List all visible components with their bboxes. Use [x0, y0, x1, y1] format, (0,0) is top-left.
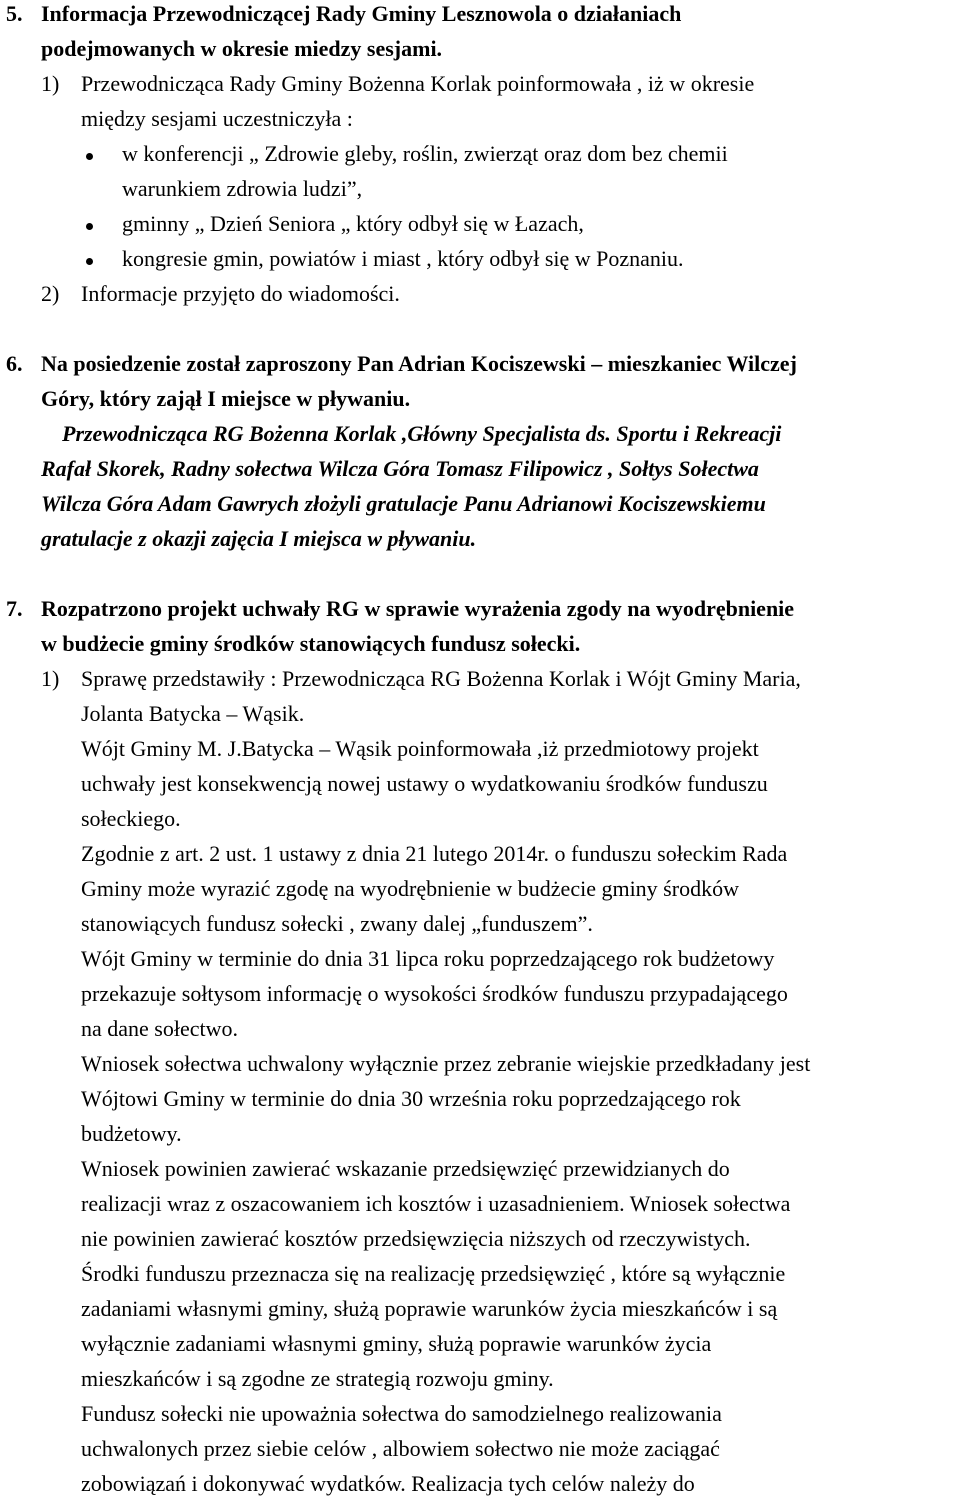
bullet-2-line1: gminny „ Dzień Seniora „ który odbył się w Łazach, [122, 211, 584, 236]
bullet-icon [86, 223, 93, 230]
paragraph-line: wyłącznie zadaniami własnymi gminy, służą poprawie warunków życia [81, 1331, 712, 1356]
section-6-congrats-line1: Przewodnicząca RG Bożenna Korlak ,Główny Specjalista ds. Sportu i Rekreacji [62, 421, 782, 446]
bullet-1-line1: w konferencji „ Zdrowie gleby, roślin, zwierząt oraz dom bez chemii [122, 141, 728, 166]
section-5-item1-line2: między sesjami uczestniczyła : [81, 106, 353, 131]
section-6-congrats-line3: Wilcza Góra Adam Gawrych złożyli gratulacje Panu Adrianowi Kociszewskiemu [41, 491, 766, 516]
paragraph-line: uchwały jest konsekwencją nowej ustawy o wydatkowaniu środków funduszu [81, 771, 768, 796]
paragraph-line: na dane sołectwo. [81, 1016, 238, 1041]
paragraph-line: Fundusz sołecki nie upoważnia sołectwa do samodzielnego realizowania [81, 1401, 722, 1426]
paragraph-line: przekazuje sołtysom informację o wysokości środków funduszu przypadającego [81, 981, 788, 1006]
section-5-number: 5. [6, 1, 23, 26]
paragraph-line: budżetowy. [81, 1121, 182, 1146]
bullet-icon [86, 258, 93, 265]
paragraph-line: zadaniami własnymi gminy, służą poprawie warunków życia mieszkańców i są [81, 1296, 778, 1321]
paragraph-line: Wójtowi Gminy w terminie do dnia 30 września roku poprzedzającego rok [81, 1086, 741, 1111]
section-7-item1-number: 1) [41, 666, 60, 691]
bullet-3-line1: kongresie gmin, powiatów i miast , który odbył się w Poznaniu. [122, 246, 684, 271]
paragraph-line: stanowiących fundusz sołecki , zwany dalej „funduszem”. [81, 911, 593, 936]
section-5-item2-number: 2) [41, 281, 60, 306]
section-6-title-line2: Góry, który zajął I miejsce w pływaniu. [41, 386, 411, 411]
section-7-title-line2: w budżecie gminy środków stanowiących fundusz sołecki. [41, 631, 581, 656]
section-6-congrats-line2: Rafał Skorek, Radny sołectwa Wilcza Góra Tomasz Filipowicz , Sołtys Sołectwa [41, 456, 759, 481]
paragraph-line: uchwalonych przez siebie celów , albowiem sołectwo nie może zaciągać [81, 1436, 720, 1461]
paragraph-line: Środki funduszu przeznacza się na realizację przedsięwzięć , które są wyłącznie [81, 1261, 786, 1286]
section-6-congrats-line4: gratulacje z okazji zajęcia I miejsca w pływaniu. [41, 526, 477, 551]
paragraph-line: Zgodnie z art. 2 ust. 1 ustawy z dnia 21 lutego 2014r. o funduszu sołeckim Rada [81, 841, 788, 866]
section-5-title-line1: Informacja Przewodniczącej Rady Gminy Lesznowola o działaniach [41, 1, 682, 26]
section-5-item1-number: 1) [41, 71, 60, 96]
section-5-item1-line1: Przewodnicząca Rady Gminy Bożenna Korlak poinformowała , iż w okresie [81, 71, 755, 96]
paragraph-line: Wniosek powinien zawierać wskazanie przedsięwzięć przewidzianych do [81, 1156, 730, 1181]
paragraph-line: Gminy może wyrazić zgodę na wyodrębnienie w budżecie gminy środków [81, 876, 739, 901]
section-5-title-line2: podejmowanych w okresie miedzy sesjami. [41, 36, 443, 61]
section-7-title-line1: Rozpatrzono projekt uchwały RG w sprawie wyrażenia zgody na wyodrębnienie [41, 596, 795, 621]
paragraph-line: realizacji wraz z oszacowaniem ich kosztów i uzasadnieniem. Wniosek sołectwa [81, 1191, 791, 1216]
paragraph-line: mieszkańców i są zgodne ze strategią rozwoju gminy. [81, 1366, 554, 1391]
paragraph-line: Wniosek sołectwa uchwalony wyłącznie przez zebranie wiejskie przedkładany jest [81, 1051, 811, 1076]
paragraph-line: Wójt Gminy w terminie do dnia 31 lipca roku poprzedzającego rok budżetowy [81, 946, 775, 971]
section-7-number: 7. [6, 596, 23, 621]
paragraph-line: sołeckiego. [81, 806, 181, 831]
bullet-1-line2: warunkiem zdrowia ludzi”, [122, 176, 363, 201]
bullet-icon [86, 153, 93, 160]
section-6-number: 6. [6, 351, 23, 376]
section-6-title-line1: Na posiedzenie został zaproszony Pan Adrian Kociszewski – mieszkaniec Wilczej [41, 351, 797, 376]
paragraph-line: nie powinien zawierać kosztów przedsięwzięcia niższych od rzeczywistych. [81, 1226, 751, 1251]
paragraph-line: Wójt Gminy M. J.Batycka – Wąsik poinformowała ,iż przedmiotowy projekt [81, 736, 759, 761]
paragraph-line: zobowiązań i dokonywać wydatków. Realizacja tych celów należy do [81, 1471, 695, 1496]
paragraph-line: Jolanta Batycka – Wąsik. [81, 701, 305, 726]
paragraph-line: Sprawę przedstawiły : Przewodnicząca RG Bożenna Korlak i Wójt Gminy Maria, [81, 666, 801, 691]
section-5-item2-text: Informacje przyjęto do wiadomości. [81, 281, 400, 306]
